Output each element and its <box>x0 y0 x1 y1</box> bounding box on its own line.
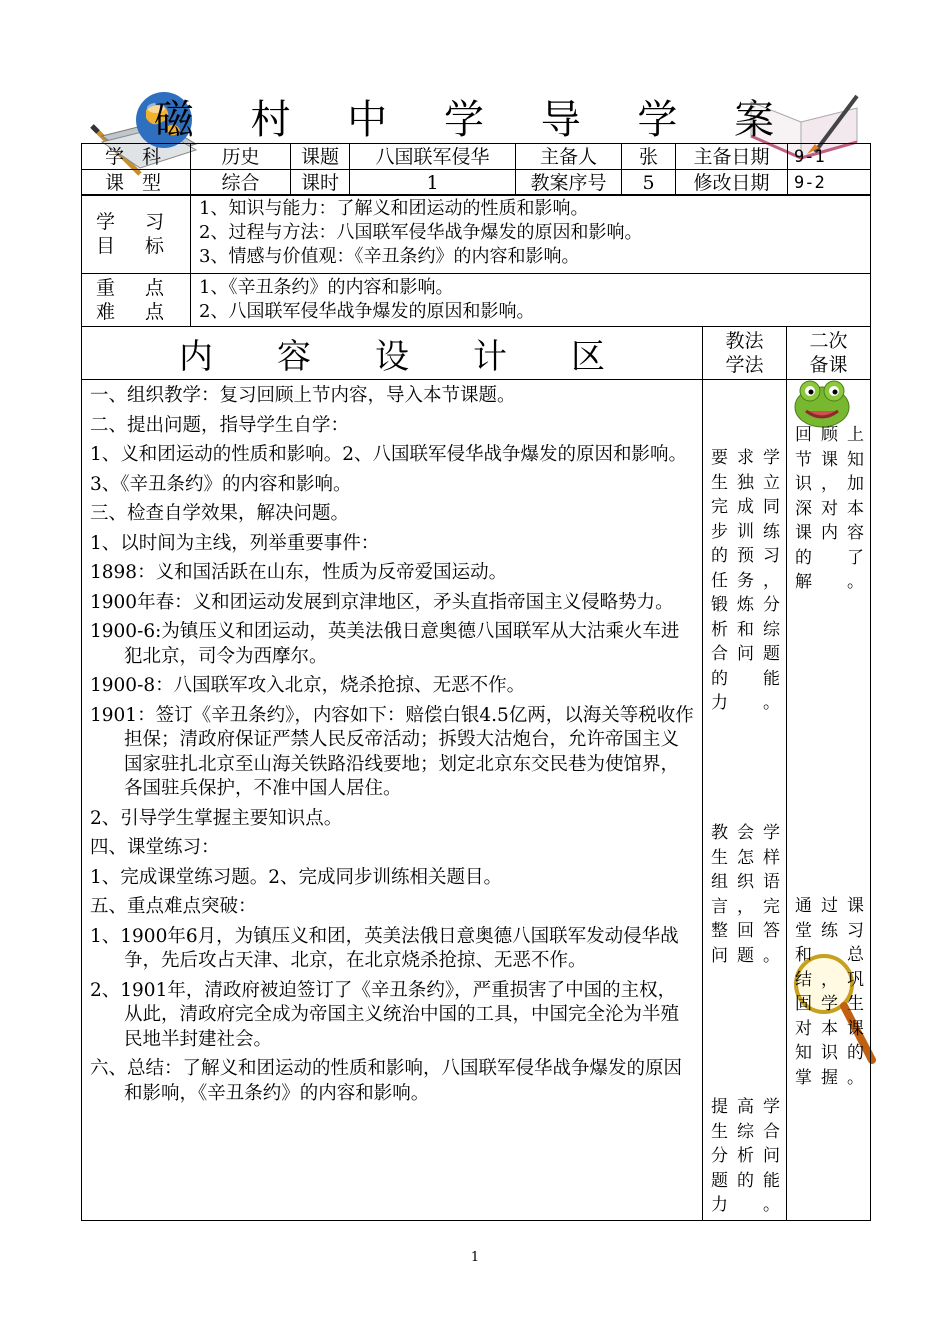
objectives-label: 学 习 目 标 <box>82 195 191 274</box>
second-note-2: 通过课 堂练习 和 总 结，巩 固学生 对本课 知识的 掌握。 <box>795 896 865 1088</box>
info-row-1 <box>82 144 871 170</box>
lesson-table <box>81 194 871 1221</box>
content-paragraph: 1、完成课堂练习题。2、完成同步训练相关题目。 <box>90 866 503 888</box>
objective-line: 3、情感与价值观：《辛丑条约》的内容和影响。 <box>199 246 580 267</box>
content-paragraph: 1900-8：八国联军攻入北京，烧杀抢掠、无恶不作。 <box>90 675 526 696</box>
content-paragraph: 五、重点难点突破： <box>90 896 257 917</box>
method-note-3: 提高学 生综合 分析问 题的能 力。 <box>711 1097 780 1215</box>
objective-line: 1、知识与能力：了解义和团运动的性质和影响。 <box>199 198 589 219</box>
design-area-header: 内 容 设 计 区 <box>82 327 703 380</box>
subject-label: 学 科 <box>82 144 191 170</box>
document-title: 磁 村 中 学 导 学 案 <box>153 97 797 143</box>
content-paragraph: 1、1900年6月，为镇压义和团，英美法俄日意奥德八国联军发动侵华战争，先后攻占天津、北京，在北京烧杀抢掠、无恶不作。 <box>90 925 679 971</box>
objective-line: 2、过程与方法：八国联军侵华战争爆发的原因和影响。 <box>199 222 643 243</box>
page-number: 1 <box>470 1250 480 1265</box>
lesson-type-label: 课 型 <box>82 170 191 196</box>
content-paragraph: 三、检查自学效果，解决问题。 <box>90 503 350 524</box>
keypoint-line: 2、八国联军侵华战争爆发的原因和影响。 <box>199 301 535 322</box>
prep-date-label: 主备日期 <box>676 144 788 170</box>
second-prep-header: 二次 备课 <box>787 327 871 380</box>
period-label: 课时 <box>291 170 350 196</box>
preparer-value: 张 <box>622 144 676 170</box>
info-table <box>81 143 871 196</box>
content-paragraph: 1898：义和国活跃在山东，性质为反帝爱国运动。 <box>90 562 508 583</box>
period-value: 1 <box>350 170 516 196</box>
objectives-row <box>82 195 871 274</box>
content-paragraph: 一、组织教学：复习回顾上节内容，导入本节课题。 <box>90 385 516 406</box>
content-paragraph: 2、引导学生掌握主要知识点。 <box>90 807 343 829</box>
content-paragraph: 1901：签订《辛丑条约》，内容如下：赔偿白银4.5亿两，以海关等税收作担保；清政府保证严禁人民反帝活动；拆毁大沽炮台，允许帝国主义国家驻扎北京至山海关铁路沿线要地；划定北京东交民巷为使馆界，各国驻兵保护，不准中国人居住。 <box>90 704 694 799</box>
keypoints-text <box>191 274 871 327</box>
method-note-1: 要求学 生独立 完成同 步训练 的预习 任务， 锻炼分 析和综 合问题 的 能 力。 <box>711 448 780 713</box>
content-paragraph: 1、义和团运动的性质和影响。2、八国联军侵华战争爆发的原因和影响。 <box>90 444 688 465</box>
topic-value: 八国联军侵华 <box>350 144 516 170</box>
content-paragraph: 1900-6:为镇压义和团运动，英美法俄日意奥德八国联军从大沽乘火车进犯北京，司令为西摩尔。 <box>90 621 680 667</box>
method-note-2: 教会学 生怎样 组织语 言，完 整回答 问题。 <box>711 823 780 966</box>
content-paragraph: 四、课堂练习： <box>90 837 220 858</box>
content-paragraph: 六、总结：了解义和团运动的性质和影响，八国联军侵华战争爆发的原因和影响，《辛丑条约》的内容和影响。 <box>90 1058 683 1104</box>
second-note-1: 回顾上 节课知 识，加 深对本 课内容 的 了 解。 <box>795 425 865 592</box>
topic-label: 课题 <box>291 144 350 170</box>
content-paragraph: 2、1901年，清政府被迫签订了《辛丑条约》，严重损害了中国的主权，从此，清政府完全成为帝国主义统治中国的工具，中国完全沦为半殖民地半封建社会。 <box>90 979 680 1050</box>
subject-value: 历史 <box>191 144 291 170</box>
lesson-type-value: 综合 <box>191 170 291 196</box>
content-paragraph: 二、提出问题，指导学生自学： <box>90 414 350 436</box>
keypoints-label: 重 点 难 点 <box>82 274 191 327</box>
revise-date-label: 修改日期 <box>676 170 788 196</box>
design-header-row <box>82 327 871 380</box>
content-paragraph: 3、《辛丑条约》的内容和影响。 <box>90 473 352 495</box>
plan-number-label: 教案序号 <box>516 170 622 196</box>
prep-date-value: 9-1 <box>788 144 871 170</box>
keypoints-row <box>82 274 871 327</box>
lesson-content <box>82 380 703 1221</box>
method-header: 教法 学法 <box>703 327 787 380</box>
keypoint-line: 1、《辛丑条约》的内容和影响。 <box>199 277 454 298</box>
preparer-label: 主备人 <box>516 144 622 170</box>
second-prep-notes <box>787 380 871 1221</box>
plan-number-value: 5 <box>622 170 676 196</box>
info-row-2 <box>82 170 871 196</box>
method-notes <box>703 380 787 1221</box>
content-paragraph: 1900年春：义和团运动发展到京津地区，矛头直指帝国主义侵略势力。 <box>90 591 674 613</box>
revise-date-value: 9-2 <box>788 170 871 196</box>
content-paragraph: 1、以时间为主线，列举重要事件： <box>90 532 380 554</box>
design-body-row <box>82 380 871 1221</box>
objectives-text <box>191 195 871 274</box>
